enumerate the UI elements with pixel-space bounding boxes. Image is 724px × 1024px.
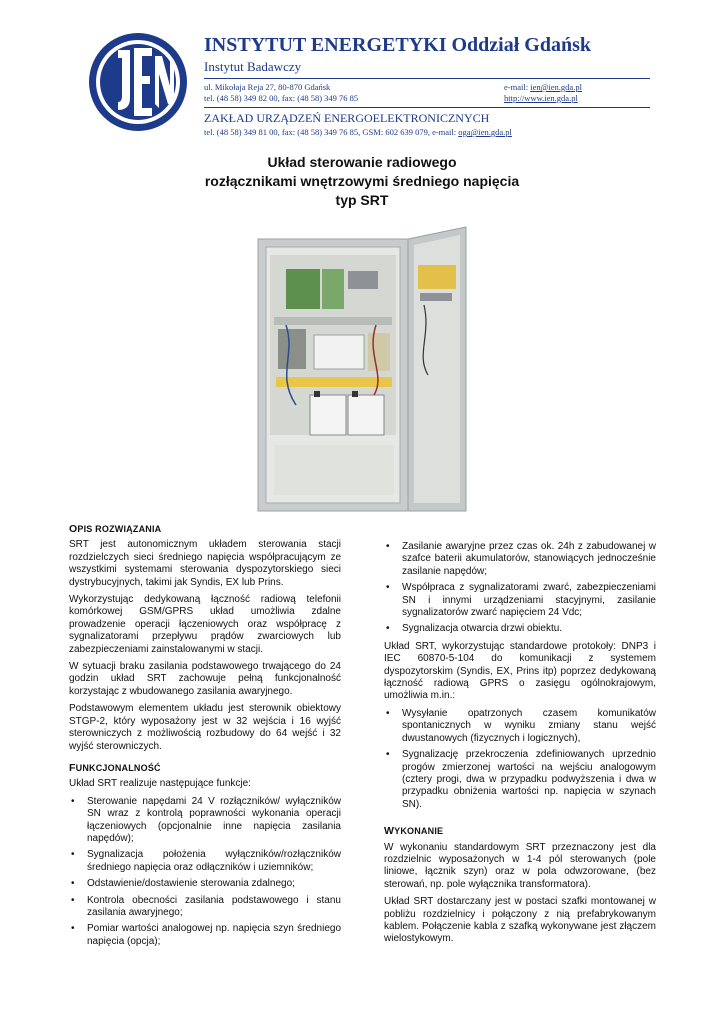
list-item: • Sterowanie napędami 24 V rozłączników/ wyłączników SN wraz z kontrolą poprawności wykonania operacji łączeniowych (opcjonalnie inne napięcia zasilania napędów); xyxy=(71,795,341,844)
section-heading-opis: OPIS ROZWIĄZANIA xyxy=(69,523,162,535)
funkcjonalnosc-list xyxy=(69,796,341,948)
institute-website-line xyxy=(504,93,578,104)
list-item: • Kontrola obecności zasilania podstawowego i stanu zasilania awaryjnego; xyxy=(71,894,341,918)
wykonanie-paragraph-2: Układ SRT dostarczany jest w postaci szafki montowanej w pobliżu rozdzielnicy i połączony z nią prefabrykowanym kablem. Połączenie kabla z szafką wykonywane jest złączem wielostykowym. xyxy=(384,896,656,945)
bullet-icon: • xyxy=(71,849,75,861)
bullet-icon: • xyxy=(71,795,75,807)
institute-address: ul. Mikołaja Reja 27, 80-870 Gdańsk xyxy=(204,82,331,92)
institute-title: INSTYTUT ENERGETYKI Oddział Gdańsk xyxy=(204,34,591,56)
bullet-icon: • xyxy=(386,707,390,719)
right-column xyxy=(384,541,656,951)
section-heading-wykonanie: WYKONANIE xyxy=(384,825,444,838)
list-item: • Zasilanie awaryjne przez czas ok. 24h z zabudowanej w szafce baterii akumulatorów, stanowiących jednocześnie zasilanie napędów; xyxy=(386,541,656,577)
list-item: • Współpraca z sygnalizatorami zwarć, zabezpieczeniami SN i innymi urządzeniami stacyjnymi, zasilanie sygnalizatorów zwarć napięciem 24 Vdc; xyxy=(386,582,656,619)
title-line-2: rozłącznikami wnętrzowymi średniego napięcia xyxy=(204,173,520,189)
department-name: ZAKŁAD URZĄDZEŃ ENERGOELEKTRONICZNYCH xyxy=(204,111,490,125)
email-link[interactable]: ien@ien.gda.pl xyxy=(530,82,582,92)
institute-email-line xyxy=(504,82,582,93)
bullet-icon: • xyxy=(386,582,390,594)
list-item: • Wysyłanie opatrzonych czasem komunikatów spontanicznych w wyniku zmiany stanu wejść dwustanowych (fizycznych i logicznych), xyxy=(386,707,656,744)
bullet-icon: • xyxy=(71,878,75,890)
bullet-icon: • xyxy=(386,541,390,552)
title-line-3: typ SRT xyxy=(335,192,389,208)
list-item: • Pomiar wartości analogowej np. napięcia szyn średniego napięcia (opcja); xyxy=(71,923,341,947)
bullet-icon: • xyxy=(386,623,390,635)
institute-phone: tel. (48 58) 349 82 00, fax: (48 58) 349 76 85 xyxy=(204,93,359,103)
protocols-paragraph: Układ SRT, wykorzystując standardowe protokoły: DNP3 i IEC 60870-5-104 do komunikacji z systemem dyspozytorskim (Syndis, EX, Prins itp) poprzez dedykowaną łączność radiową GPRS o zasięgu ogólnokrajowym, umożliwia m.in.: xyxy=(384,640,656,702)
opis-paragraph-4: Podstawowym elementem układu jest sterownik obiektowy STGP-2, który wyposażony jest w 32 wejścia i 16 wyjść sterowniczych z możliwością rozbudowy do 64 wejść i 32 wyjść sterowniczych. xyxy=(69,703,341,752)
control-cabinet-photo xyxy=(256,225,468,517)
document-title xyxy=(0,153,724,210)
header-divider-2 xyxy=(204,107,650,108)
title-line-1: Układ sterowanie radiowego xyxy=(267,154,457,170)
function-list-continued xyxy=(384,541,656,636)
website-link[interactable]: http://www.ien.gda.pl xyxy=(504,93,578,103)
ien-logo xyxy=(86,30,190,134)
department-email-link[interactable]: oga@ien.gda.pl xyxy=(458,127,512,137)
opis-paragraph-1: SRT jest autonomicznym układem sterowania stacji rozdzielczych sieci średniego napięcia współpracującym ze wszystkimi systemami sterowania dyspozytorskiego sieci dystrybucyjnych, takimi jak Syndis, EX lub Prins. xyxy=(69,539,341,588)
list-item: • Sygnalizacja otwarcia drzwi obiektu. xyxy=(386,623,563,635)
opis-paragraph-2: Wykorzystując dedykowaną łączność radiową telefonii komórkowej GSM/GPRS układ umożliwia zdalne prowadzenie operacji łączeniowych oraz współpracę z sygnalizatorami przepływu prądów zwarciowych lub zabezpieczeniami zainstalowanymi w stacji. xyxy=(69,594,341,655)
email-label: e-mail: xyxy=(504,82,531,92)
section-heading-funkcjonalnosc: FUNKCJONALNOŚĆ xyxy=(69,761,161,774)
list-item: • Sygnalizację przekroczenia zdefiniowanych uprzednio progów zmierzonej wartości na wejściu analogowym (cztery progi, dwa w przypadku podwyższenia i dwa w przypadku obniżenia wartości np. napięcia w szynach SN). xyxy=(386,749,656,810)
bullet-icon: • xyxy=(71,894,75,906)
list-item: • Odstawienie/dostawienie sterowania zdalnego; xyxy=(71,878,295,890)
list-item: • Sygnalizacja położenia wyłączników/rozłączników średniego napięcia oraz odłączników i uziemników; xyxy=(71,849,341,873)
left-column xyxy=(69,523,341,953)
bullet-icon: • xyxy=(386,749,390,761)
funkcjonalnosc-intro: Układ SRT realizuje następujące funkcje: xyxy=(69,778,251,790)
header-divider xyxy=(204,78,650,79)
opis-paragraph-3: W sytuacji braku zasilania podstawowego trwającego do 24 godzin układ SRT zachowuje pełną funkcjonalność korzystając z wbudowanego zasilania awaryjnego. xyxy=(69,661,341,697)
department-contact xyxy=(204,127,512,138)
wykonanie-paragraph-1: W wykonaniu standardowym SRT przeznaczony jest dla rozdzielnic wyposażonych w 1-4 pól sterowanych (pole liniowe, łącznik szyn) oraz w pola odwzorowane, (bez sterowań, np. pole wyłącznika transformatora). xyxy=(384,841,656,890)
institute-subtitle: Instytut Badawczy xyxy=(204,59,302,74)
protocol-capabilities-list xyxy=(384,708,656,811)
bullet-icon: • xyxy=(71,923,75,935)
department-contact-text: tel. (48 58) 349 81 00, fax: (48 58) 349 76 85, GSM: 602 639 079, e-mail: xyxy=(204,127,459,137)
